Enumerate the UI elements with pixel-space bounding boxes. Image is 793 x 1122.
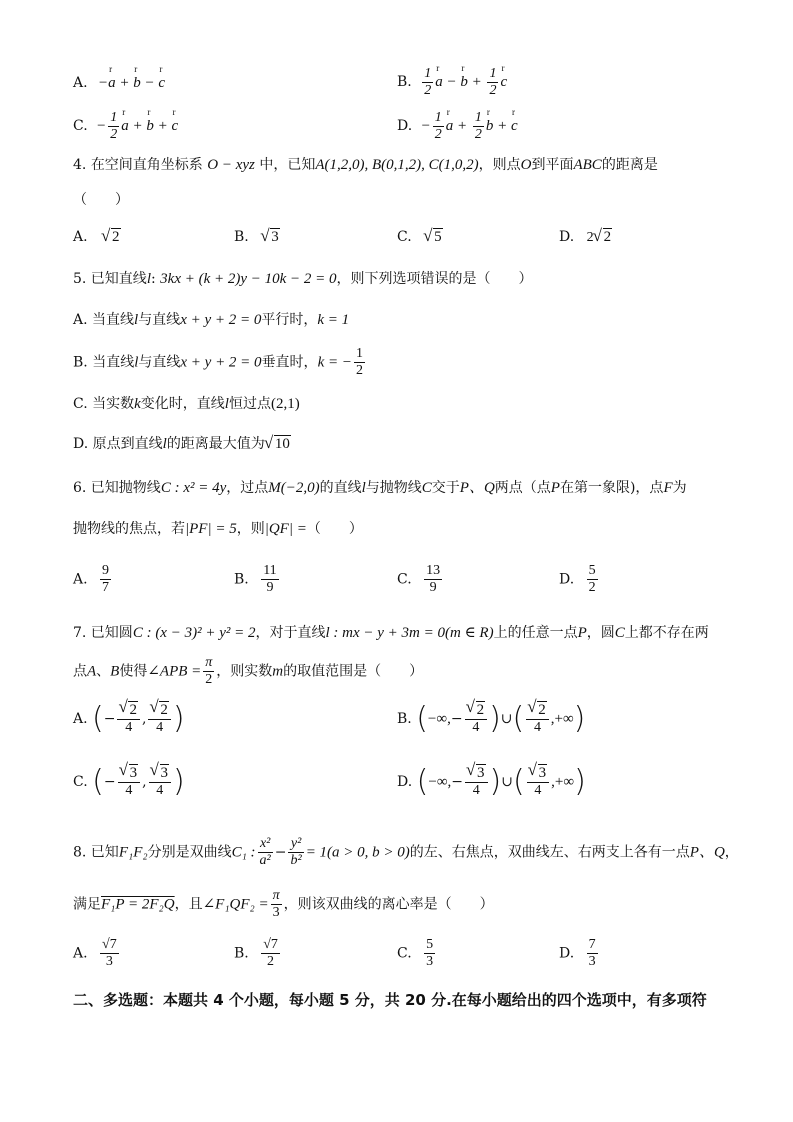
q3-option-a-expr: −r a + r b − r c: [98, 75, 165, 91]
q6-option-b[interactable]: B. $\frac{11}{9}$: [234, 563, 277, 595]
q4-option-d[interactable]: D. 2√ 2: [559, 230, 612, 245]
q4-blank: （ ）: [73, 192, 129, 208]
q3-option-a[interactable]: A. −r a + r b − r c: [73, 76, 165, 91]
q6-option-c[interactable]: C. $\frac{13}{9}$: [397, 563, 441, 595]
q8-stem-line2: 满足F₁P = 2F₂Q，且∠F₁QF₂ = $\frac{\pi}{3}$ ，则该双曲线的离心率是（ ）: [73, 888, 494, 920]
q8-option-a[interactable]: A. $\frac{√7}{3}$: [73, 937, 117, 969]
q3-option-c[interactable]: C. − $\frac{1}{2}$ r a + r b + r c: [73, 110, 178, 143]
q5-option-d[interactable]: D. 原点到直线l的距离最大值为√ 10: [73, 437, 291, 452]
q3-option-c-expr: − $\frac{1}{2}$ r a + r b + r c: [96, 118, 178, 134]
q6-option-a[interactable]: A. $\frac{9}{7}$: [73, 563, 110, 595]
q5-option-c[interactable]: C. 当实数k变化时，直线l恒过点(2,1): [73, 396, 300, 412]
q5-stem: 5. 已知直线l: 3kx + (k + 2)y − 10k − 2 = 0，则下列选项错误的是（ ）: [73, 271, 533, 287]
q4-option-c[interactable]: C. √ 5: [397, 230, 443, 245]
q7-stem-line2: 点A、B使得∠APB = $\frac{\pi}{2}$ ，则实数m的取值范围是（ ）: [73, 655, 424, 687]
q3-option-b[interactable]: B. $\frac{1}{2}$ r a − r b + $\frac{1}{2}$ r c: [397, 66, 507, 99]
q7-option-a[interactable]: A. (− √ $\frac{2}{4}$ , √ $\frac{2}{4}$ ): [73, 702, 185, 736]
q5-option-a[interactable]: A. 当直线l与直线x + y + 2 = 0平行时，k = 1: [73, 312, 350, 328]
q8-option-b[interactable]: B. $\frac{√7}{2}$: [234, 937, 278, 969]
q3-option-d-expr: − $\frac{1}{2}$ r a + $\frac{1}{2}$ r b + r c: [421, 118, 518, 134]
q6-stem-line1: 6. 已知抛物线C : x² = 4y，过点M(−2,0)的直线l与抛物线C交于P、Q两点（点P在第一象限)，点F为: [73, 480, 687, 496]
q6-stem-line2: 抛物线的焦点，若|PF| = 5，则|QF| =（ ）: [73, 521, 363, 537]
q8-stem-line1: 8. 已知F₁F₂分别是双曲线C₁ : $\frac{\text{x²}}{\text{a²}}$ − $\frac{\text{y²}}{\text{b²}}$ = 1(a > 0, b > 0)的左、右焦点，双曲线左、右两支上各有一点P、Q，: [73, 836, 739, 868]
q4-stem: 4. 在空间直角坐标系 O − xyz 中，已知A(1,2,0), B(0,1,2), C(1,0,2)，则点O到平面ABC的距离是: [73, 157, 658, 173]
q8-option-d[interactable]: D. $\frac{7}{3}$: [559, 937, 596, 969]
q6-option-d[interactable]: D. $\frac{5}{2}$: [559, 563, 596, 595]
q7-option-b[interactable]: B. (−∞,− √ $\frac{2}{4}$ )∪( √ $\frac{2}{4}$ ,+∞): [397, 702, 585, 736]
q8-option-c[interactable]: C. $\frac{5}{3}$: [397, 937, 434, 969]
q3-option-d[interactable]: D. − $\frac{1}{2}$ r a + $\frac{1}{2}$ r b + r c: [397, 110, 518, 143]
section-heading: 二、多选题：本题共 4 个小题，每小题 5 分，共 20 分.在每小题给出的四个选项中，有多项符: [73, 991, 707, 1009]
q3-option-b-expr: $\frac{1}{2}$ r a − r b + $\frac{1}{2}$ r c: [420, 74, 507, 90]
q4-option-b[interactable]: B. √ 3: [234, 230, 280, 245]
q7-option-d[interactable]: D. (−∞,− √ $\frac{3}{4}$ )∪( √ $\frac{3}{4}$ ,+∞): [397, 765, 586, 799]
q7-option-c[interactable]: C. (− √ $\frac{3}{4}$ , √ $\frac{3}{4}$ ): [73, 765, 185, 799]
q4-option-a[interactable]: A. √ 2: [73, 230, 121, 245]
q5-option-b[interactable]: B. 当直线l与直线x + y + 2 = 0垂直时，k = − $\frac{1}{2}$: [73, 346, 363, 378]
q7-stem-line1: 7. 已知圆C : (x − 3)² + y² = 2，对于直线l : mx − y + 3m = 0(m ∈ R)上的任意一点P，圆C上都不存在两: [73, 625, 709, 641]
